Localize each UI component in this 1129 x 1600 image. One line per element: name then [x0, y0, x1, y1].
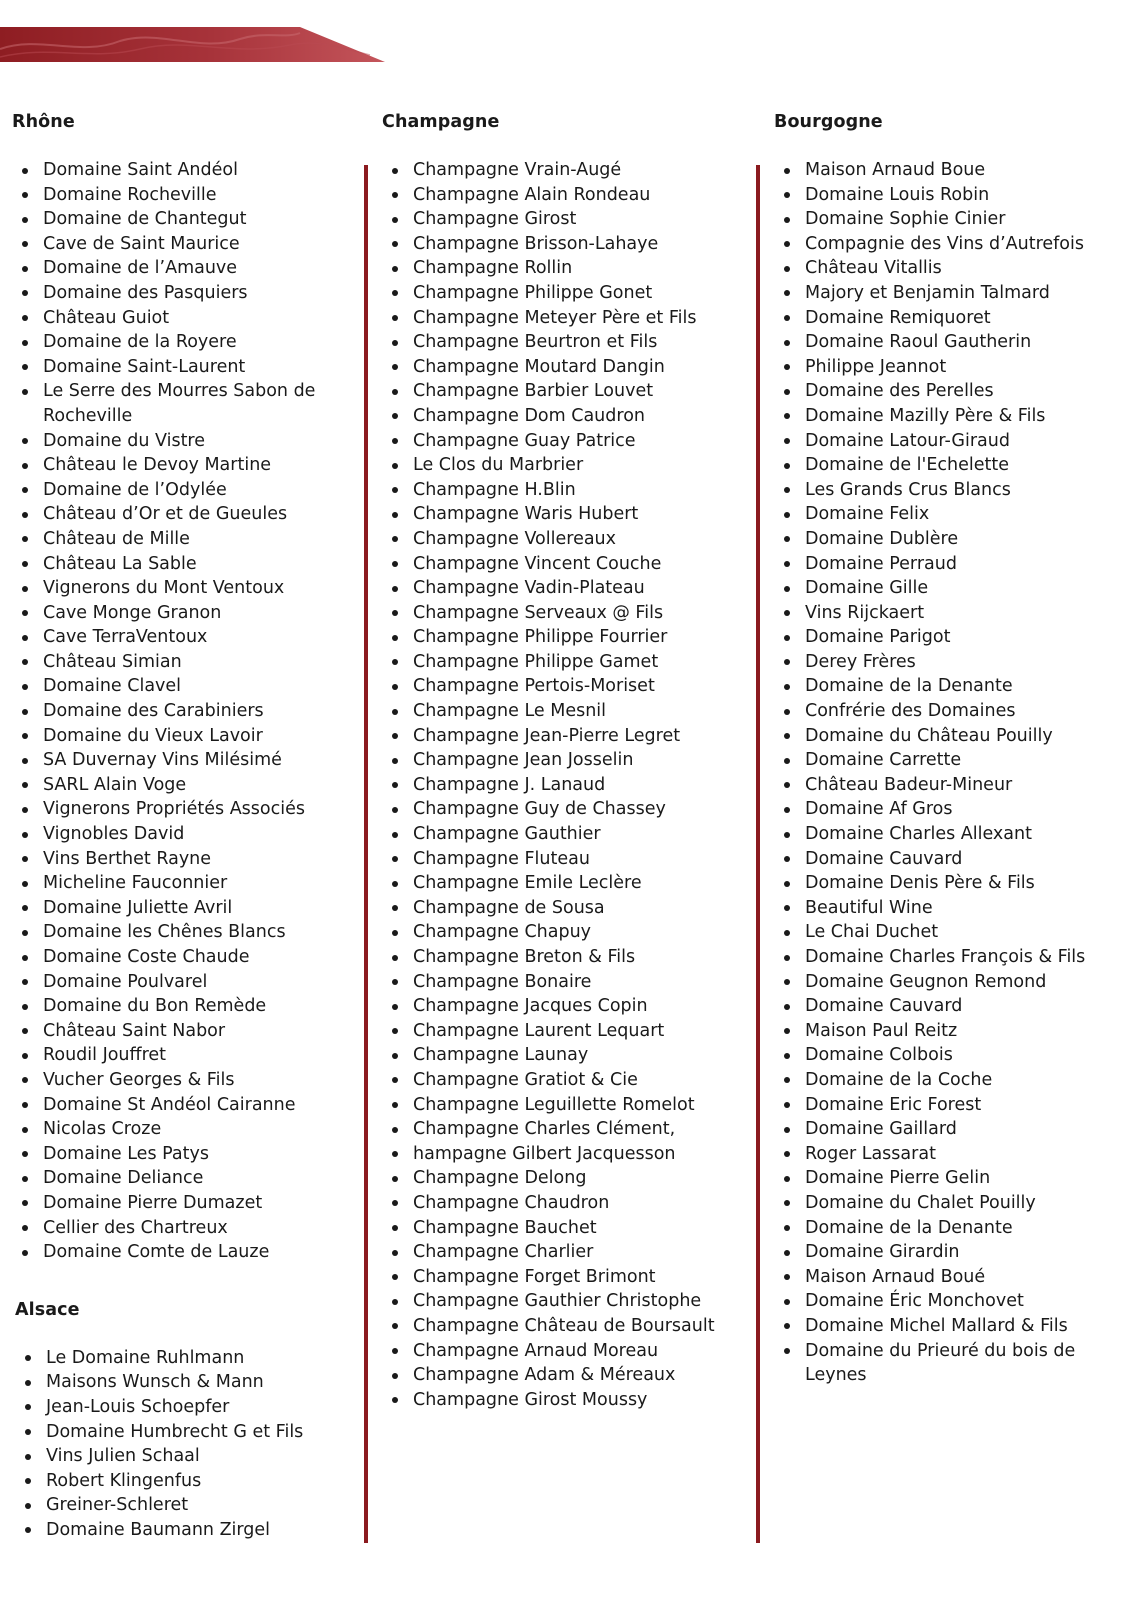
list-item: Champagne Jean-Pierre Legret: [382, 724, 747, 749]
list-item: Domaine Girardin: [774, 1240, 1124, 1265]
list-item: Champagne Beurtron et Fils: [382, 330, 747, 355]
list-item: Domaine Saint Andéol: [12, 158, 352, 183]
list-item: Maison Arnaud Boué: [774, 1265, 1124, 1290]
list-item: Majory et Benjamin Talmard: [774, 281, 1124, 306]
list-item: Domaine de l'Echelette: [774, 453, 1124, 478]
list-item: Domaine Saint-Laurent: [12, 355, 352, 380]
list-item: Le Clos du Marbrier: [382, 453, 747, 478]
list-item: Vucher Georges & Fils: [12, 1068, 352, 1093]
list-item: Champagne Chaudron: [382, 1191, 747, 1216]
list-item: Domaine Baumann Zirgel: [15, 1518, 352, 1543]
list-item: Domaine Humbrecht G et Fils: [15, 1420, 352, 1445]
list-item: Domaine de la Denante: [774, 674, 1124, 699]
list-item: Champagne Barbier Louvet: [382, 379, 747, 404]
list-item: Domaine Carrette: [774, 748, 1124, 773]
column-right: [774, 110, 1124, 1388]
list-item: Domaine Raoul Gautherin: [774, 330, 1124, 355]
list-item: Domaine Af Gros: [774, 797, 1124, 822]
list-item: Domaine des Pasquiers: [12, 281, 352, 306]
list-item: Vignerons Propriétés Associés: [12, 797, 352, 822]
list-item: Vins Julien Schaal: [15, 1444, 352, 1469]
list-item: Domaine Denis Père & Fils: [774, 871, 1124, 896]
section-alsace: [12, 1298, 352, 1543]
list-item: hampagne Gilbert Jacquesson: [382, 1142, 747, 1167]
list-item: Vins Berthet Rayne: [12, 847, 352, 872]
list-item: Champagne J. Lanaud: [382, 773, 747, 798]
list-item: Derey Frères: [774, 650, 1124, 675]
list-item: Champagne Pertois-Moriset: [382, 674, 747, 699]
list-item: Domaine Gaillard: [774, 1117, 1124, 1142]
list-item: Champagne Launay: [382, 1043, 747, 1068]
list-item: Domaine St Andéol Cairanne: [12, 1093, 352, 1118]
list-item: Domaine Pierre Gelin: [774, 1166, 1124, 1191]
list-item: Champagne Laurent Lequart: [382, 1019, 747, 1044]
list-item: Champagne Girost Moussy: [382, 1388, 747, 1413]
list-item: Domaine de l’Odylée: [12, 478, 352, 503]
list-item: Château La Sable: [12, 552, 352, 577]
list-item: Domaine Coste Chaude: [12, 945, 352, 970]
list-item: Domaine du Prieuré du bois de Leynes: [774, 1339, 1124, 1388]
section-heading: Bourgogne: [774, 112, 883, 132]
list-item: Château d’Or et de Gueules: [12, 502, 352, 527]
list-item: Champagne Philippe Fourrier: [382, 625, 747, 650]
list-item: Château Vitallis: [774, 256, 1124, 281]
list-item: Domaine des Carabiniers: [12, 699, 352, 724]
list-item: SARL Alain Voge: [12, 773, 352, 798]
section-heading: Champagne: [382, 112, 500, 132]
list-item: Domaine de Chantegut: [12, 207, 352, 232]
list-item: Domaine Sophie Cinier: [774, 207, 1124, 232]
list-item: Château Simian: [12, 650, 352, 675]
list-item: Champagne Leguillette Romelot: [382, 1093, 747, 1118]
list-item: Champagne Girost: [382, 207, 747, 232]
list-item: Champagne Alain Rondeau: [382, 183, 747, 208]
list-item: Confrérie des Domaines: [774, 699, 1124, 724]
list-item: Domaine du Château Pouilly: [774, 724, 1124, 749]
list-item: Champagne Dom Caudron: [382, 404, 747, 429]
list-item: Champagne Rollin: [382, 256, 747, 281]
list-item: Champagne Guy de Chassey: [382, 797, 747, 822]
list-item: Champagne Philippe Gamet: [382, 650, 747, 675]
list-item: Domaine du Vieux Lavoir: [12, 724, 352, 749]
list-item: Champagne Meteyer Père et Fils: [382, 306, 747, 331]
list-item: Cave Monge Granon: [12, 601, 352, 626]
list-item: Jean-Louis Schoepfer: [15, 1395, 352, 1420]
list-item: Domaine Charles François & Fils: [774, 945, 1124, 970]
list-item: Cellier des Chartreux: [12, 1216, 352, 1241]
list-item: Champagne Vrain-Augé: [382, 158, 747, 183]
list-item: Cave de Saint Maurice: [12, 232, 352, 257]
list-item: Champagne Breton & Fils: [382, 945, 747, 970]
list-item: Domaine Gille: [774, 576, 1124, 601]
list-item: Vignobles David: [12, 822, 352, 847]
list-item: Domaine Michel Mallard & Fils: [774, 1314, 1124, 1339]
list-item: Maison Arnaud Boue: [774, 158, 1124, 183]
list-item: Champagne de Sousa: [382, 896, 747, 921]
list-item: Robert Klingenfus: [15, 1469, 352, 1494]
list-item: Domaine Charles Allexant: [774, 822, 1124, 847]
column-middle: [382, 110, 747, 1412]
list-item: Domaine Colbois: [774, 1043, 1124, 1068]
list-item: Domaine de l’Amauve: [12, 256, 352, 281]
list-item: Beautiful Wine: [774, 896, 1124, 921]
section-bourgogne: [774, 110, 1124, 1388]
list-item: Philippe Jeannot: [774, 355, 1124, 380]
section-heading: Rhône: [12, 112, 75, 132]
list-item: Château de Mille: [12, 527, 352, 552]
list-item: Domaine Louis Robin: [774, 183, 1124, 208]
list-item: Domaine Parigot: [774, 625, 1124, 650]
list-item: Champagne Waris Hubert: [382, 502, 747, 527]
producer-list: [382, 158, 747, 1412]
list-item: Domaine de la Denante: [774, 1216, 1124, 1241]
list-item: Champagne Forget Brimont: [382, 1265, 747, 1290]
list-item: Champagne Le Mesnil: [382, 699, 747, 724]
list-item: Roudil Jouffret: [12, 1043, 352, 1068]
column-divider-right: [756, 165, 760, 1543]
list-item: Roger Lassarat: [774, 1142, 1124, 1167]
list-item: Château Guiot: [12, 306, 352, 331]
list-item: Champagne Charles Clément,: [382, 1117, 747, 1142]
list-item: Champagne Emile Leclère: [382, 871, 747, 896]
list-item: Domaine de la Royere: [12, 330, 352, 355]
list-item: Champagne Vollereaux: [382, 527, 747, 552]
list-item: Domaine Geugnon Remond: [774, 970, 1124, 995]
list-item: Champagne Guay Patrice: [382, 429, 747, 454]
section-heading: Alsace: [15, 1299, 80, 1320]
list-item: Champagne Gauthier Christophe: [382, 1289, 747, 1314]
list-item: Domaine Cauvard: [774, 847, 1124, 872]
list-item: Champagne Chapuy: [382, 920, 747, 945]
list-item: Champagne Bonaire: [382, 970, 747, 995]
list-item: Domaine Cauvard: [774, 994, 1124, 1019]
list-item: Champagne Jacques Copin: [382, 994, 747, 1019]
producer-list: [774, 158, 1124, 1388]
list-item: Château Badeur-Mineur: [774, 773, 1124, 798]
list-item: Nicolas Croze: [12, 1117, 352, 1142]
column-divider-left: [364, 165, 368, 1543]
list-item: Champagne Vadin-Plateau: [382, 576, 747, 601]
list-item: Domaine du Vistre: [12, 429, 352, 454]
list-item: Vins Rijckaert: [774, 601, 1124, 626]
list-item: Domaine Remiquoret: [774, 306, 1124, 331]
list-item: Champagne Gratiot & Cie: [382, 1068, 747, 1093]
list-item: Vignerons du Mont Ventoux: [12, 576, 352, 601]
list-item: Champagne Arnaud Moreau: [382, 1339, 747, 1364]
list-item: Domaine Dublère: [774, 527, 1124, 552]
list-item: Domaine les Chênes Blancs: [12, 920, 352, 945]
list-item: Domaine Pierre Dumazet: [12, 1191, 352, 1216]
list-item: Compagnie des Vins d’Autrefois: [774, 232, 1124, 257]
list-item: Domaine Deliance: [12, 1166, 352, 1191]
list-item: Champagne Château de Boursault: [382, 1314, 747, 1339]
list-item: Champagne Serveaux @ Fils: [382, 601, 747, 626]
list-item: Champagne Adam & Méreaux: [382, 1363, 747, 1388]
producer-list: [15, 1346, 352, 1543]
list-item: Domaine Rocheville: [12, 183, 352, 208]
list-item: Cave TerraVentoux: [12, 625, 352, 650]
list-item: Domaine Felix: [774, 502, 1124, 527]
list-item: Domaine Éric Monchovet: [774, 1289, 1124, 1314]
list-item: Les Grands Crus Blancs: [774, 478, 1124, 503]
list-item: Champagne Philippe Gonet: [382, 281, 747, 306]
list-item: Domaine Les Patys: [12, 1142, 352, 1167]
list-item: Maison Paul Reitz: [774, 1019, 1124, 1044]
list-item: Champagne Vincent Couche: [382, 552, 747, 577]
section-champagne: [382, 110, 747, 1412]
section-rhone: [12, 110, 352, 1265]
list-item: Domaine Eric Forest: [774, 1093, 1124, 1118]
list-item: Domaine Mazilly Père & Fils: [774, 404, 1124, 429]
list-item: Champagne Fluteau: [382, 847, 747, 872]
list-item: Champagne Bauchet: [382, 1216, 747, 1241]
list-item: Le Chai Duchet: [774, 920, 1124, 945]
header-banner: [0, 27, 385, 62]
producer-list: [12, 158, 352, 1265]
list-item: Domaine du Chalet Pouilly: [774, 1191, 1124, 1216]
list-item: Le Domaine Ruhlmann: [15, 1346, 352, 1371]
list-item: Domaine Poulvarel: [12, 970, 352, 995]
list-item: Le Serre des Mourres Sabon de Rocheville: [12, 379, 352, 428]
list-item: Château Saint Nabor: [12, 1019, 352, 1044]
list-item: Champagne Gauthier: [382, 822, 747, 847]
list-item: Domaine du Bon Remède: [12, 994, 352, 1019]
list-item: Château le Devoy Martine: [12, 453, 352, 478]
list-item: SA Duvernay Vins Milésimé: [12, 748, 352, 773]
list-item: Domaine de la Coche: [774, 1068, 1124, 1093]
list-item: Domaine Juliette Avril: [12, 896, 352, 921]
list-item: Maisons Wunsch & Mann: [15, 1370, 352, 1395]
list-item: Champagne Charlier: [382, 1240, 747, 1265]
list-item: Domaine Latour-Giraud: [774, 429, 1124, 454]
list-item: Domaine des Perelles: [774, 379, 1124, 404]
list-item: Champagne Moutard Dangin: [382, 355, 747, 380]
column-left: [12, 110, 352, 1542]
list-item: Domaine Clavel: [12, 674, 352, 699]
list-item: Micheline Fauconnier: [12, 871, 352, 896]
list-item: Domaine Comte de Lauze: [12, 1240, 352, 1265]
list-item: Domaine Perraud: [774, 552, 1124, 577]
list-item: Champagne Jean Josselin: [382, 748, 747, 773]
list-item: Champagne Brisson-Lahaye: [382, 232, 747, 257]
list-item: Champagne H.Blin: [382, 478, 747, 503]
list-item: Greiner-Schleret: [15, 1493, 352, 1518]
list-item: Champagne Delong: [382, 1166, 747, 1191]
